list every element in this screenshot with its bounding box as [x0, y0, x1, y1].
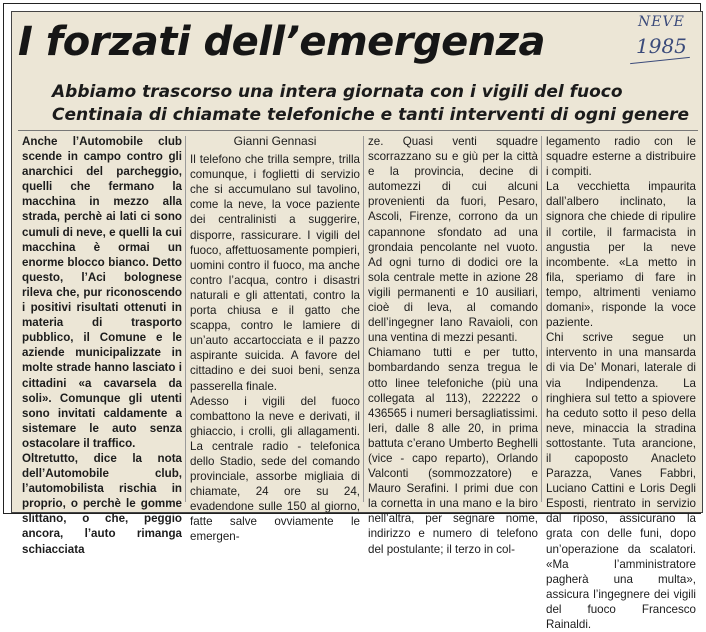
- handwritten-note-place: NEVE: [638, 14, 685, 30]
- paragraph: Chiamano tutti e per tutto, bombardando senza tregua le otto linee telefoniche (più una collegata al 113), 222222 o 436565 i numeri bersagliatissimi. Ieri, dalle 8 alle 20, in prima battuta c’erano Umberto Beghelli (vice - capo reparto), Orlando Valconti (sommozzatore) e Mauro Serafini. I primi due con la cornetta in una mano e la biro nell’altra, per segnare nome, indirizzo e numero di telefono del postulante; il terzo in col-: [368, 346, 538, 556]
- header-divider: [18, 130, 698, 131]
- subheadline-2: Centinaia di chiamate telefoniche e tanti interventi di ogni genere: [52, 105, 690, 125]
- paragraph: Il telefono che trilla sempre, trilla comunque, i foglietti di servizio che si accumulano sul tavolino, come la neve, la voce paziente dei centralinisti a suggerire, disporre, rassicurare. I vigili del fuoco, affettuosamente pompieri, uomini contro il fuoco, ma anche contro l’acqua, contro i disastri naturali e gli attentati, contro la porta chiusa e il gatto che scappa, contro le lamiere di un’auto accartocciata e il pazzo aspirante suicida. A favore del cittadino e dei suoi beni, senza passerella finale.: [190, 153, 360, 393]
- paragraph: Chi scrive segue un intervento in una mansarda di via De’ Monari, laterale di via Indipendenza. La ringhiera sul tetto a spiovere ha ceduto sotto il peso della neve, minaccia la stradina sottostante. Tuta arancione, il capoposto Anacleto Parazza, Vanes Fabbri, Luciano Cattini e Loris Degli Esposti, rientrato in servizio dal riposo, assicurano la grata con delle funi, dopo un’operazione da scalatori. «Ma l’amministratore pagherà una multa», assicura l’ingegnere dei vigili del fuoco Francesco Rainaldi.: [546, 331, 696, 631]
- column-2: [190, 134, 360, 544]
- paragraph: legamento radio con le squadre esterne a distribuire i compiti.: [546, 135, 696, 179]
- column-1: [22, 134, 182, 556]
- paragraph: ze. Quasi venti squadre scorrazzano su e giù per la città e la provincia, decine di automezzi di cui alcuni provenienti da fuori, Pesaro, Ascoli, Firenze, corrono da un capannone sfondato ad una grondaia pencolante nel vuoto. Ad ogni turno di dodici ore la sola centrale mette in azione 28 vigili permanenti e 10 ausiliari, cioè di leva, al comando dell’ingegner Iano Ravaioli, con una ventina di mezzi pesanti.: [368, 135, 538, 345]
- column-divider: [363, 136, 364, 502]
- handwritten-note-year: 1985: [636, 34, 687, 58]
- column-4: [546, 134, 696, 631]
- paragraph: La vecchietta impaurita dall’albero inclinato, la signora che chiede di ripulire il cortile, il farmacista in angustia per la neve incombente. «La metto in fila, speriamo di fare in tempo, altrimenti veniamo domani», risponde la voce paziente.: [546, 180, 696, 330]
- column-divider: [541, 136, 542, 502]
- byline: Gianni Gennasi: [233, 134, 317, 148]
- paragraph: Oltretutto, dice la nota dell’Automobile club, l’automobilista rischia in proprio, o perchè le gomme slittano, o che, peggio ancora, l’auto rimanga schiacciata: [22, 451, 182, 556]
- headline: I forzati dell’emergenza: [18, 19, 546, 65]
- paragraph: Adesso i vigili del fuoco combattono la neve e derivati, il ghiaccio, i crolli, gli allagamenti. La centrale radio - telefonica dello Stadio, sede del comando provinciale, assorbe migliaia di chiamate, 24 ore su 24, evadendone sulle 150 al giorno, fatte salve ovviamente le emergen-: [190, 394, 360, 544]
- page-frame: [3, 3, 701, 631]
- paragraph: Anche l’Automobile club scende in campo contro gli anarchici del parcheggio, quelli che fermano la macchina in mezzo alla strada, perchè ai lati ci sono cumuli di neve, e quelli la cui macchina è ormai un enorme blocco bianco. Detto questo, l’Aci bolognese rileva che, pur riconoscendo i positivi risultati ottenuti in materia di trasporto pubblico, il Comune e le aziende municipalizzate in molte strade hanno lasciato i cittadini «a cavarsela da soli». Comunque gli utenti sono invitati caldamente a sistemare le auto senza ostacolare il traffico.: [22, 135, 182, 450]
- subheadline-1: Abbiamo trascorso una intera giornata con i vigili del fuoco: [52, 82, 623, 102]
- column-divider: [185, 136, 186, 502]
- newspaper-clipping: [11, 11, 703, 631]
- column-3: [368, 134, 538, 556]
